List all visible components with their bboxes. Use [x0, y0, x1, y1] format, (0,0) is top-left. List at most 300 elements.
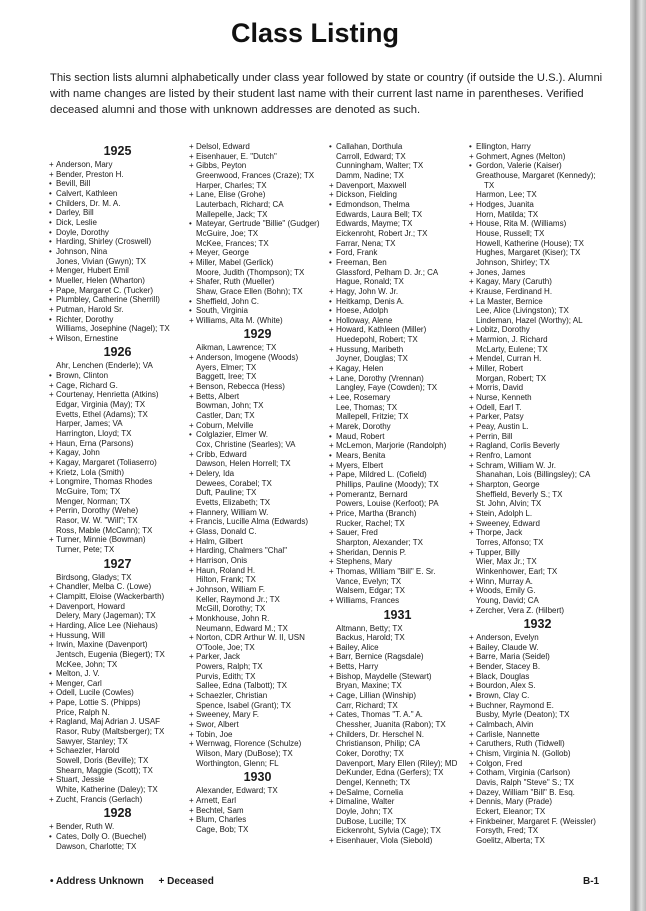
alumni-entry	[330, 480, 465, 490]
deceased-marker: +	[469, 768, 474, 778]
alumni-name: Spence, Isabel (Grant); TX	[196, 700, 292, 710]
alumni-name: Mateyar, Gertrude "Billie" (Gudger)	[196, 219, 320, 229]
alumni-name: Melton, J. V.	[56, 669, 100, 679]
alumni-entry	[50, 640, 185, 650]
alumni-entry	[50, 650, 185, 660]
address-unknown-marker: •	[49, 371, 52, 381]
alumni-name: Eckert, Eleanor; TX	[476, 806, 546, 816]
alumni-entry	[330, 142, 465, 152]
alumni-name: Lee, Rosemary	[336, 393, 391, 403]
alumni-name: Forsyth, Fred; TX	[476, 826, 539, 836]
alumni-name: Pape, Lottie S. (Phipps)	[56, 698, 141, 708]
alumni-name: Dazey, William "Bill" B. Esq.	[476, 787, 575, 797]
alumni-entry	[470, 586, 605, 596]
alumni-entry	[470, 152, 605, 162]
alumni-entry	[190, 210, 325, 220]
alumni-entry	[50, 545, 185, 555]
deceased-marker: +	[189, 190, 194, 200]
deceased-marker: +	[469, 576, 474, 586]
alumni-entry	[330, 383, 465, 393]
deceased-marker: +	[329, 470, 334, 480]
deceased-marker: +	[49, 448, 54, 458]
alumni-name: Thorpe, Jack	[476, 528, 523, 538]
alumni-name: Finkbeiner, Margaret F. (Weissler)	[476, 816, 596, 826]
alumni-name: Brown, Clinton	[56, 371, 109, 381]
alumni-entry	[190, 806, 325, 816]
alumni-name: Mueller, Helen (Wharton)	[56, 275, 145, 285]
alumni-name: South, Virginia	[196, 306, 248, 316]
alumni-name: Purvis, Edith; TX	[196, 671, 256, 681]
alumni-entry	[330, 797, 465, 807]
deceased-marker: +	[189, 248, 194, 258]
alumni-entry	[470, 528, 605, 538]
alumni-entry	[190, 517, 325, 527]
alumni-name: Mallepelle, Jack; TX	[196, 209, 268, 219]
page-edge-shadow	[630, 0, 646, 911]
alumni-name: Sawyer, Stanley; TX	[56, 736, 128, 746]
deceased-marker: +	[49, 304, 54, 314]
address-unknown-marker: •	[49, 198, 52, 208]
alumni-entry	[330, 239, 465, 249]
alumni-name: Monkhouse, John R.	[196, 613, 270, 623]
alumni-name: Sowell, Doris (Beville); TX	[56, 756, 149, 766]
deceased-marker: +	[189, 382, 194, 392]
alumni-name: DuBose, Lucille; TX	[336, 816, 407, 826]
alumni-name: Parker, Patsy	[476, 412, 524, 422]
alumni-entry	[330, 681, 465, 691]
alumni-name: Doyle, Dorothy	[56, 227, 109, 237]
alumni-entry	[330, 171, 465, 181]
alumni-entry	[330, 306, 465, 316]
alumni-entry	[330, 345, 465, 355]
deceased-marker: +	[49, 601, 54, 611]
alumni-name: Dimaline, Walter	[336, 797, 395, 807]
alumni-name: Duft, Pauline; TX	[196, 488, 257, 498]
address-unknown-marker: •	[329, 296, 332, 306]
alumni-name: Anderson, Mary	[56, 160, 113, 169]
alumni-entry	[190, 200, 325, 210]
alumni-name: Lindeman, Hazel (Worthy); AL	[476, 315, 583, 325]
deceased-marker: +	[189, 517, 194, 527]
deceased-marker: +	[469, 547, 474, 557]
address-unknown-marker: •	[49, 179, 52, 189]
alumni-name: Stephens, Mary	[336, 557, 393, 567]
deceased-marker: +	[189, 277, 194, 287]
alumni-name: Delery, Mary (Jageman); TX	[56, 611, 156, 621]
deceased-marker: +	[329, 797, 334, 807]
alumni-entry	[470, 643, 605, 653]
alumni-name: St. John, Alvin; TX	[476, 499, 542, 509]
alumni-entry	[50, 766, 185, 776]
address-unknown-marker: •	[189, 296, 192, 306]
alumni-name: Francis, Lucille Alma (Edwards)	[196, 517, 309, 527]
alumni-name: Shanahan, Lois (Billingsley); CA	[476, 470, 591, 480]
listing-column-2	[190, 142, 325, 835]
address-unknown-marker: •	[49, 217, 52, 227]
deceased-marker: +	[469, 758, 474, 768]
alumni-name: Menger, Hubert Emil	[56, 266, 129, 276]
class-year-heading: 1931	[383, 607, 412, 622]
alumni-entry	[470, 652, 605, 662]
deceased-marker: +	[49, 390, 54, 400]
alumni-entry	[330, 461, 465, 471]
alumni-name: Morgan, Robert; TX	[476, 373, 547, 383]
deceased-marker: +	[469, 335, 474, 345]
address-unknown-marker: •	[49, 275, 52, 285]
alumni-entry	[50, 189, 185, 199]
alumni-entry	[330, 403, 465, 413]
deceased-marker: +	[329, 422, 334, 432]
alumni-entry	[50, 669, 185, 679]
alumni-name: La Master, Bernice	[476, 296, 543, 306]
alumni-entry	[470, 577, 605, 587]
deceased-marker: +	[49, 477, 54, 487]
alumni-name: Haun, Roland H.	[196, 565, 256, 575]
alumni-name: Harding, Shirley (Croswell)	[56, 237, 152, 247]
alumni-entry	[50, 305, 185, 315]
alumni-name: Winkenhower, Earl; TX	[476, 566, 558, 576]
deceased-marker: +	[469, 479, 474, 489]
alumni-entry	[470, 297, 605, 307]
alumni-name: Bailey, Claude W.	[476, 642, 539, 652]
alumni-name: Hilton, Frank; TX	[196, 575, 256, 585]
alumni-name: Delsol, Edward	[196, 142, 250, 151]
deceased-marker: +	[469, 402, 474, 412]
alumni-entry	[330, 316, 465, 326]
deceased-marker: +	[469, 700, 474, 710]
alumni-name: Sheridan, Dennis P.	[336, 547, 407, 557]
alumni-name: Marek, Dorothy	[336, 422, 391, 432]
alumni-entry	[50, 429, 185, 439]
alumni-name: Cotham, Virginia (Carlson)	[476, 768, 571, 778]
alumni-entry	[50, 361, 185, 371]
alumni-entry	[190, 450, 325, 460]
alumni-entry	[50, 179, 185, 189]
alumni-name: O'Toole, Joe; TX	[196, 642, 255, 652]
alumni-entry	[190, 382, 325, 392]
alumni-name: Evetts, Elizabeth; TX	[196, 497, 271, 507]
alumni-entry	[330, 778, 465, 788]
alumni-entry	[470, 826, 605, 836]
alumni-name: Bender, Stacey B.	[476, 662, 541, 672]
alumni-name: Davenport, Mary Ellen (Riley); MD	[336, 758, 458, 768]
alumni-name: Lee, Alice (Livingston); TX	[476, 306, 569, 316]
alumni-entry	[470, 817, 605, 827]
alumni-name: Rasor, W. W. "Will"; TX	[56, 515, 138, 525]
alumni-name: Cribb, Edward	[196, 449, 247, 459]
alumni-entry	[50, 621, 185, 631]
alumni-name: Glass, Donald C.	[196, 526, 257, 536]
alumni-entry	[330, 749, 465, 759]
deceased-marker: +	[469, 383, 474, 393]
alumni-name: Dennis, Mary (Prade)	[476, 797, 553, 807]
alumni-name: Gohmert, Agnes (Melton)	[476, 151, 566, 161]
alumni-entry	[470, 606, 605, 616]
alumni-entry	[190, 258, 325, 268]
deceased-marker: +	[49, 160, 54, 169]
deceased-marker: +	[189, 449, 194, 459]
alumni-name: Evetts, Ethel (Adams); TX	[56, 409, 148, 419]
alumni-name: Wilson, Ernestine	[56, 333, 119, 343]
alumni-entry	[190, 190, 325, 200]
alumni-entry	[190, 421, 325, 431]
alumni-entry	[190, 527, 325, 537]
alumni-name: Holloway, Alene	[336, 315, 393, 325]
deceased-marker: +	[189, 161, 194, 171]
alumni-entry	[50, 526, 185, 536]
alumni-entry	[50, 708, 185, 718]
alumni-name: Vance, Evelyn; TX	[336, 576, 402, 586]
alumni-entry	[50, 679, 185, 689]
alumni-name: Zercher, Vera Z. (Hilbert)	[476, 605, 565, 615]
alumni-entry	[190, 171, 325, 181]
alumni-entry	[190, 297, 325, 307]
alumni-entry	[190, 401, 325, 411]
alumni-entry	[470, 788, 605, 798]
alumni-name: Peay, Austin L.	[476, 422, 529, 432]
deceased-marker: +	[49, 169, 54, 179]
alumni-name: Schram, William W. Jr.	[476, 460, 557, 470]
alumni-name: Moore, Judith (Thompson); TX	[196, 267, 305, 277]
alumni-name: Clampitt, Eloise (Wackerbarth)	[56, 591, 165, 601]
alumni-name: White, Katherine (Daley); TX	[56, 785, 158, 795]
alumni-entry	[330, 807, 465, 817]
deceased-marker: +	[49, 438, 54, 448]
alumni-name: McLarty, Eulene; TX	[476, 344, 548, 354]
deceased-marker: +	[189, 796, 194, 805]
alumni-entry	[50, 381, 185, 391]
alumni-entry	[330, 519, 465, 529]
alumni-entry	[50, 497, 185, 507]
alumni-entry	[470, 354, 605, 364]
alumni-entry	[330, 701, 465, 711]
class-year-heading: 1926	[103, 345, 132, 360]
alumni-entry	[470, 200, 605, 210]
address-unknown-marker: •	[49, 208, 52, 218]
alumni-name: Mendel, Curran H.	[476, 354, 542, 364]
alumni-name: Jones, James	[476, 267, 526, 277]
deceased-marker: +	[189, 353, 194, 363]
deceased-marker: +	[49, 688, 54, 698]
alumni-entry	[50, 324, 185, 334]
deceased-marker: +	[189, 546, 194, 556]
alumni-name: Dewees, Corabel; TX	[196, 478, 272, 488]
alumni-name: Norton, CDR Arthur W. II, USN	[196, 633, 305, 643]
alumni-entry	[190, 430, 325, 440]
alumni-entry	[470, 596, 605, 606]
deceased-marker: +	[329, 393, 334, 403]
address-unknown-marker: •	[469, 691, 472, 701]
alumni-entry	[330, 548, 465, 558]
alumni-entry	[470, 432, 605, 442]
deceased-marker: +	[49, 266, 54, 276]
deceased-marker: +	[469, 325, 474, 335]
alumni-name: Betts, Harry	[336, 662, 379, 672]
deceased-marker: +	[189, 565, 194, 575]
alumni-entry	[190, 604, 325, 614]
deceased-marker: +	[469, 739, 474, 749]
alumni-entry	[330, 596, 465, 606]
alumni-entry	[330, 509, 465, 519]
alumni-entry	[470, 768, 605, 778]
alumni-entry	[190, 353, 325, 363]
alumni-name: Cage, Richard G.	[56, 380, 118, 390]
alumni-entry	[470, 306, 605, 316]
alumni-entry	[190, 786, 325, 796]
alumni-name: Eisenhauer, E. "Dutch"	[196, 151, 277, 161]
address-unknown-marker: •	[469, 161, 472, 171]
alumni-name: Parker, Jack	[196, 652, 241, 662]
alumni-entry	[190, 479, 325, 489]
alumni-name: Cates, Thomas "T. A." A.	[336, 710, 423, 720]
deceased-marker: +	[329, 325, 334, 335]
page-title: Class Listing	[230, 18, 400, 48]
alumni-entry	[470, 268, 605, 278]
alumni-entry	[50, 822, 185, 832]
alumni-name: Cates, Dolly O. (Buechel)	[56, 832, 147, 841]
deceased-marker: +	[189, 815, 194, 825]
alumni-name: House, Rita M. (Williams)	[476, 219, 567, 229]
alumni-entry	[330, 720, 465, 730]
alumni-entry	[50, 276, 185, 286]
alumni-entry	[190, 595, 325, 605]
alumni-entry	[470, 248, 605, 258]
alumni-name: Benson, Rebecca (Hess)	[196, 382, 285, 392]
alumni-name: Betts, Albert	[196, 391, 240, 401]
alumni-entry	[330, 335, 465, 345]
deceased-marker: +	[49, 640, 54, 650]
alumni-entry	[50, 795, 185, 805]
deceased-marker: +	[329, 460, 334, 470]
alumni-entry	[470, 739, 605, 749]
alumni-name: Greenwood, Frances (Craze); TX	[196, 170, 315, 180]
alumni-name: Hague, Ronald; TX	[336, 277, 404, 287]
address-unknown-marker: •	[49, 246, 52, 256]
alumni-name: Harper, Charles; TX	[196, 180, 267, 190]
alumni-name: Williams, Josephine (Nagel); TX	[56, 324, 170, 334]
alumni-entry	[470, 229, 605, 239]
alumni-name: Bourdon, Alex S.	[476, 681, 536, 691]
alumni-name: Coburn, Melville	[196, 420, 254, 430]
deceased-marker: +	[329, 441, 334, 451]
deceased-marker: +	[469, 151, 474, 161]
deceased-marker: +	[329, 508, 334, 518]
alumni-name: Bechtel, Sam	[196, 805, 244, 815]
alumni-name: Krause, Ferdinand H.	[476, 286, 553, 296]
alumni-entry	[50, 535, 185, 545]
deceased-marker: +	[189, 151, 194, 161]
alumni-name: Dengel, Kenneth; TX	[336, 778, 411, 787]
alumni-name: Lobitz, Dorothy	[476, 325, 530, 335]
alumni-name: Langley, Faye (Cowden); TX	[336, 383, 438, 393]
alumni-entry	[190, 815, 325, 825]
alumni-name: Sweeney, Edward	[476, 518, 540, 528]
deceased-marker: +	[469, 441, 474, 451]
deceased-marker: +	[469, 605, 474, 615]
alumni-name: Renfro, Lamont	[476, 451, 532, 460]
alumni-name: Busby, Myrle (Deaton); TX	[476, 710, 570, 720]
alumni-name: Cunningham, Walter; TX	[336, 161, 424, 171]
alumni-name: Odell, Earl T.	[476, 402, 522, 412]
alumni-entry	[190, 152, 325, 162]
deceased-marker: +	[49, 380, 54, 390]
deceased-marker: +	[49, 678, 54, 688]
address-unknown-marker: •	[329, 248, 332, 258]
deceased-marker: +	[329, 528, 334, 538]
alumni-entry	[330, 219, 465, 229]
alumni-name: Colgon, Fred	[476, 758, 523, 768]
alumni-entry	[190, 411, 325, 421]
alumni-entry	[190, 681, 325, 691]
deceased-marker: +	[189, 710, 194, 720]
deceased-marker: +	[49, 467, 54, 477]
alumni-entry	[330, 662, 465, 672]
alumni-name: Meyer, George	[196, 248, 249, 258]
alumni-name: Jentsch, Eugenia (Biegert); TX	[56, 649, 165, 659]
address-unknown-marker: •	[49, 295, 52, 305]
alumni-name: Blum, Charles	[196, 815, 247, 825]
alumni-name: Rucker, Rachel; TX	[336, 518, 405, 528]
alumni-entry	[50, 266, 185, 276]
address-unknown-marker: •	[329, 306, 332, 316]
alumni-entry	[470, 345, 605, 355]
alumni-name: Baggett, Iree; TX	[196, 372, 257, 382]
alumni-name: Arnett, Earl	[196, 796, 237, 805]
deceased-marker: +	[189, 652, 194, 662]
alumni-name: McGuire, Tom; TX	[56, 487, 121, 496]
deceased-marker: +	[329, 373, 334, 383]
alumni-entry	[470, 239, 605, 249]
alumni-entry	[330, 567, 465, 577]
alumni-name: Nurse, Kenneth	[476, 393, 532, 403]
alumni-name: Miller, Mabel (Gerlick)	[196, 257, 274, 267]
alumni-name: Greathouse, Margaret (Kennedy); TX	[476, 170, 596, 190]
alumni-entry	[330, 528, 465, 538]
alumni-entry	[330, 788, 465, 798]
alumni-entry	[50, 660, 185, 670]
deceased-marker: +	[189, 420, 194, 430]
alumni-name: Heitkamp, Denis A.	[336, 296, 405, 306]
alumni-name: Birdsong, Gladys; TX	[56, 572, 132, 582]
deceased-marker: +	[469, 422, 474, 432]
alumni-name: Tobin, Joe	[196, 729, 233, 739]
deceased-marker: +	[469, 451, 474, 460]
alumni-entry	[50, 688, 185, 698]
alumni-name: Castler, Dan; TX	[196, 411, 255, 421]
alumni-entry	[470, 720, 605, 730]
deceased-marker: +	[329, 547, 334, 557]
alumni-name: Hoese, Adolph	[336, 306, 389, 316]
alumni-name: Sheffield, John C.	[196, 296, 260, 306]
alumni-entry	[190, 498, 325, 508]
alumni-entry	[470, 662, 605, 672]
alumni-entry	[50, 160, 185, 170]
alumni-entry	[470, 633, 605, 643]
alumni-entry	[470, 797, 605, 807]
deceased-marker: +	[329, 835, 334, 845]
deceased-marker: +	[189, 555, 194, 565]
deceased-marker: +	[469, 662, 474, 672]
deceased-marker: +	[469, 633, 474, 643]
alumni-name: Calvert, Kathleen	[56, 188, 118, 198]
alumni-entry	[330, 624, 465, 634]
address-unknown-marker: •	[49, 237, 52, 247]
alumni-entry	[330, 393, 465, 403]
alumni-name: Lee, Thomas; TX	[336, 402, 398, 412]
alumni-entry	[190, 287, 325, 297]
alumni-name: Sauer, Fred	[336, 528, 378, 538]
alumni-name: Ahr, Lenchen (Enderle); VA	[56, 361, 153, 371]
